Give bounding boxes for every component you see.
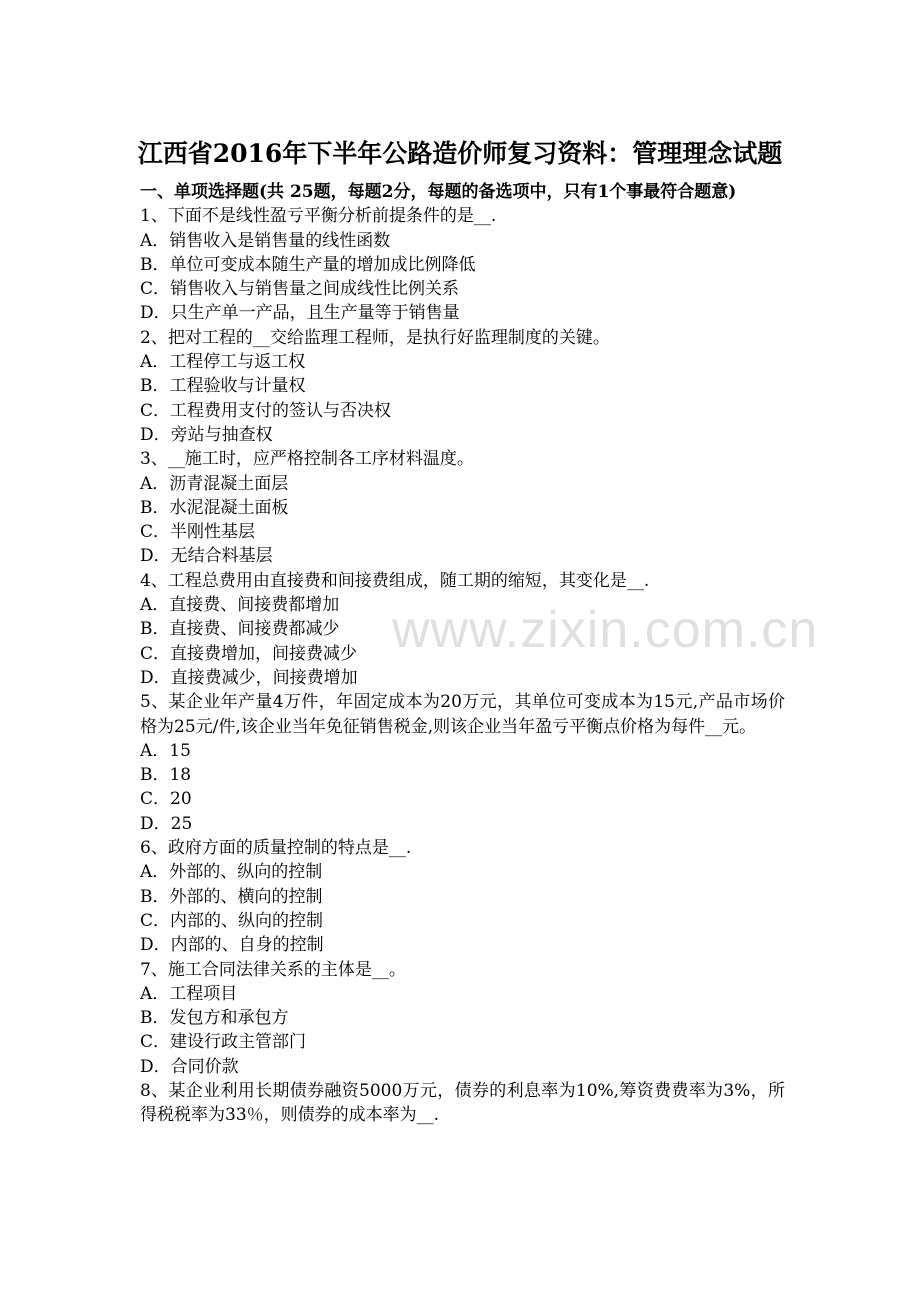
question-block xyxy=(140,690,785,836)
answer-option: A．15 xyxy=(140,740,191,761)
question-stem: 5、某企业年产量4万件，年固定成本为20万元，其单位可变成本为15元,产品市场价格为25元/件,该企业当年免征销售税金,则该企业当年盈亏平衡点价格为每件__元。 xyxy=(140,692,785,737)
answer-option: A．销售收入是销售量的线性函数 xyxy=(140,230,391,251)
question-stem: 4、工程总费用由直接费和间接费组成，随工期的缩短，其变化是__. xyxy=(140,570,650,591)
answer-option: D．只生产单一产品，且生产量等于销售量 xyxy=(140,303,460,324)
answer-option: C．工程费用支付的签认与否决权 xyxy=(140,400,392,421)
answer-option: C．建设行政主管部门 xyxy=(140,1032,307,1053)
answer-option: B．单位可变成本随生产量的增加成比例降低 xyxy=(140,254,476,275)
page-title: 江西省2016年下半年公路造价师复习资料：管理理念试题 xyxy=(137,139,783,168)
answer-option: A．外部的、纵向的控制 xyxy=(140,862,323,883)
answer-option: A．工程项目 xyxy=(140,983,238,1004)
answer-option: B．直接费、间接费都减少 xyxy=(140,619,340,640)
answer-option: B．水泥混凝土面板 xyxy=(140,497,289,518)
question-stem: 8、某企业利用长期债券融资5000万元，债券的利息率为10%,筹资费费率为3%，所得税税率为33％，则债券的成本率为__. xyxy=(140,1080,785,1126)
answer-option: C．内部的、纵向的控制 xyxy=(140,910,324,931)
answer-option: C．直接费增加，间接费减少 xyxy=(140,643,358,664)
question-block xyxy=(140,447,785,568)
question-stem: 1、下面不是线性盈亏平衡分析前提条件的是__. xyxy=(140,206,497,227)
question-stem: 6、政府方面的质量控制的特点是__. xyxy=(140,838,412,859)
answer-option: A．沥青混凝土面层 xyxy=(140,473,289,494)
question-block xyxy=(140,1079,785,1128)
answer-option: D．合同价款 xyxy=(140,1056,239,1077)
answer-option: C．销售收入与销售量之间成线性比例关系 xyxy=(140,279,460,300)
question-block xyxy=(140,326,785,447)
answer-option: C．半刚性基层 xyxy=(140,522,256,543)
answer-option: D．直接费减少，间接费增加 xyxy=(140,667,358,688)
answer-option: D．内部的、自身的控制 xyxy=(140,935,324,956)
answer-option: B．18 xyxy=(140,765,192,786)
question-list xyxy=(140,204,785,1127)
answer-option: D．无结合料基层 xyxy=(140,546,273,567)
answer-option: B．发包方和承包方 xyxy=(140,1008,289,1029)
question-stem: 7、施工合同法律关系的主体是__。 xyxy=(140,959,406,980)
answer-option: B．外部的、横向的控制 xyxy=(140,886,323,907)
question-block xyxy=(140,204,785,325)
answer-option: B．工程验收与计量权 xyxy=(140,376,306,397)
question-block xyxy=(140,958,785,1079)
document-body xyxy=(140,180,785,1128)
question-block xyxy=(140,836,785,957)
watermark: www.zixin.com.cn xyxy=(392,601,819,659)
answer-option: D．25 xyxy=(140,813,193,834)
question-stem: 2、把对工程的__交给监理工程师，是执行好监理制度的关键。 xyxy=(140,327,610,348)
answer-option: D．旁站与抽查权 xyxy=(140,424,273,445)
answer-option: A．工程停工与返工权 xyxy=(140,352,306,373)
section-heading: 一、单项选择题(共 25题，每题2分，每题的备选项中，只有1个事最符合题意) xyxy=(140,182,737,202)
answer-option: C．20 xyxy=(140,789,192,810)
question-block xyxy=(140,569,785,690)
answer-option: A．直接费、间接费都增加 xyxy=(140,595,340,616)
question-stem: 3、__施工时，应严格控制各工序材料温度。 xyxy=(140,449,474,470)
